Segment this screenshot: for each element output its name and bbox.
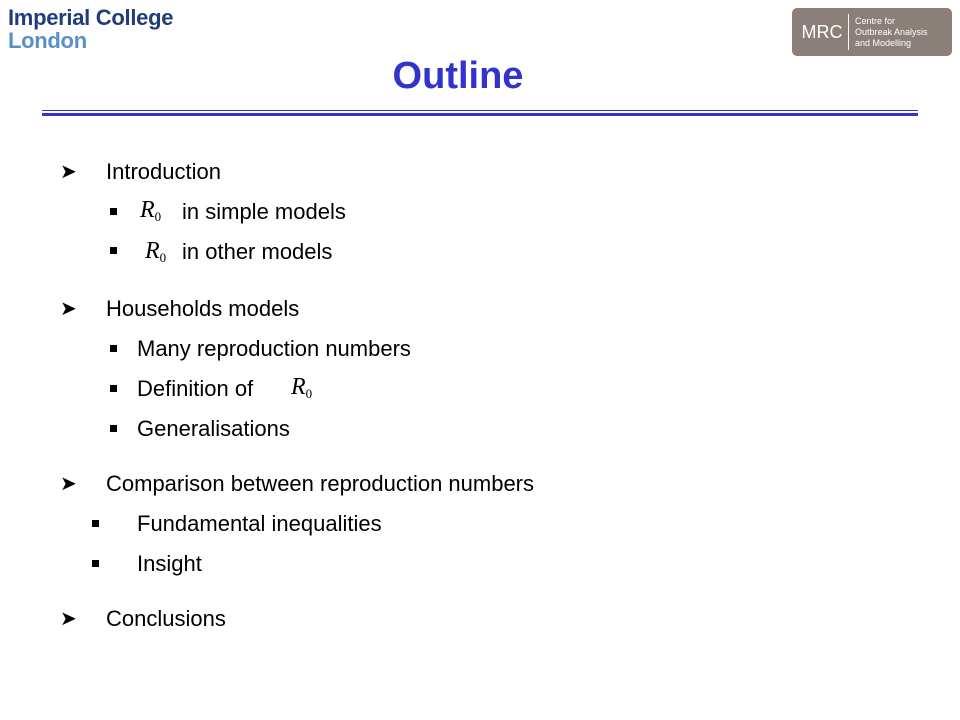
square-bullet-icon (110, 345, 117, 352)
outline-item-conclusions: Conclusions (106, 606, 226, 631)
r0-symbol: $R_0$ (291, 374, 313, 401)
outline-item-households: Households models (106, 296, 300, 321)
square-bullet-icon (110, 247, 117, 254)
slide-title: Outline (392, 55, 524, 97)
subitem-insight: Insight (137, 551, 202, 576)
square-bullet-icon (92, 520, 99, 527)
logo-line-2: London (8, 28, 87, 53)
r0-symbol: $R_0$ (140, 197, 162, 224)
chevron-bullet-icon: ➤ (60, 161, 77, 183)
mrc-text: MRC (796, 14, 849, 50)
title-rule (42, 110, 918, 116)
mrc-centre-line-2: Outbreak Analysis (855, 26, 928, 37)
square-bullet-icon (110, 425, 117, 432)
subitem-simple-models: in simple models (182, 199, 346, 224)
logo-line-1: Imperial College (8, 5, 174, 30)
subitem-many-reproduction: Many reproduction numbers (137, 336, 411, 361)
mrc-centre-line-3: and Modelling (855, 37, 912, 48)
imperial-college-logo (8, 6, 173, 52)
r0-symbol: $R_0$ (145, 238, 167, 265)
square-bullet-icon (110, 385, 117, 392)
outline-item-introduction: Introduction (106, 159, 221, 184)
mrc-centre-line-1: Centre for (855, 15, 896, 26)
mrc-centre-text (849, 16, 928, 49)
subitem-generalisations: Generalisations (137, 416, 290, 441)
subitem-other-models: in other models (182, 239, 333, 264)
square-bullet-icon (110, 208, 117, 215)
subitem-definition: Definition of (137, 376, 254, 401)
square-bullet-icon (92, 560, 99, 567)
chevron-bullet-icon: ➤ (60, 298, 77, 320)
subitem-fundamental-inequalities: Fundamental inequalities (137, 511, 382, 536)
mrc-logo (792, 8, 952, 56)
chevron-bullet-icon: ➤ (60, 473, 77, 495)
chevron-bullet-icon: ➤ (60, 608, 77, 630)
outline-item-comparison: Comparison between reproduction numbers (106, 471, 535, 496)
